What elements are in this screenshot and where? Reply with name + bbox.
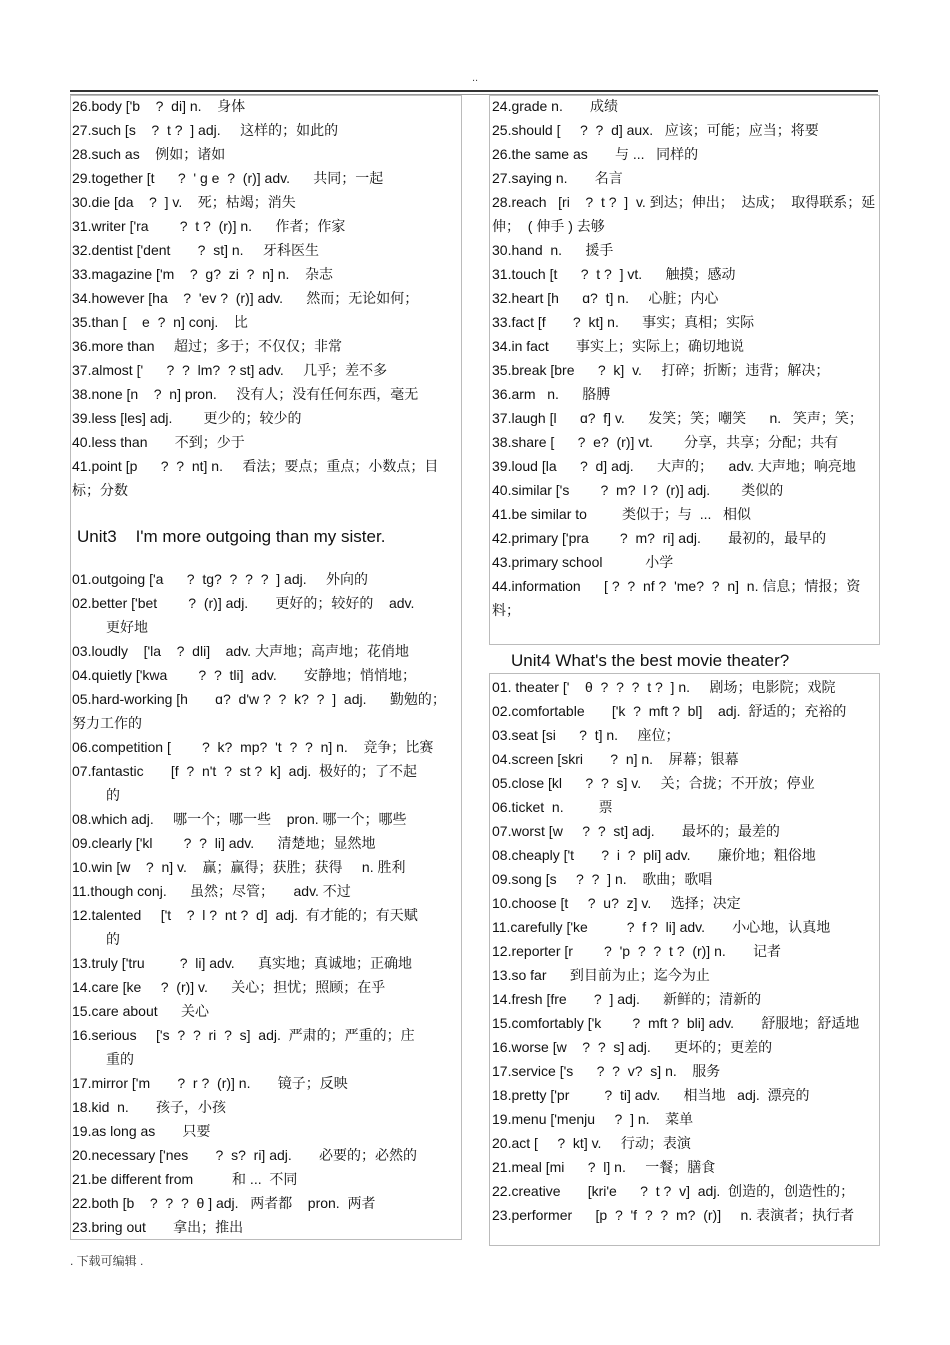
- vocab-entry: 32.dentist ['dent ? st] n. 牙科医生: [72, 242, 319, 258]
- left-column-vocab-a: [72, 94, 456, 502]
- vocab-entry: 13.so far 到目前为止；迄今为止: [492, 967, 710, 983]
- vocab-entry: 25.should [ ? ? d] aux. 应该；可能；应当；将要: [492, 122, 819, 138]
- vocab-entry: 18.kid n. 孩子，小孩: [72, 1099, 227, 1115]
- vocab-entry: 21.meal [mi ? l] n. 一餐；膳食: [492, 1159, 716, 1175]
- vocab-entry: 04.screen [skri ? n] n. 屏幕；银幕: [492, 751, 739, 767]
- vocab-entry: 19.as long as 只要: [72, 1123, 211, 1139]
- vocab-entry: 30.die [da ? ] v. 死；枯竭；消失: [72, 194, 296, 210]
- unit4-title: Unit4 What's the best movie theater?: [511, 651, 790, 670]
- vocab-entry: 18.pretty ['pr ? ti] adv. 相当地 adj. 漂亮的: [492, 1087, 810, 1103]
- vocab-entry: 03.seat [si ? t] n. 座位；: [492, 727, 680, 743]
- vocab-entry: 10.win [w ? n] v. 赢；赢得；获胜；获得 n. 胜利: [72, 859, 406, 875]
- vocab-entry: 08.which adj. 哪一个；哪一些 pron. 哪一个；哪些: [72, 811, 407, 827]
- vocab-entry: 07.worst [w ? ? st] adj. 最坏的；最差的: [492, 823, 780, 839]
- vocab-entry: 43.primary school 小学: [492, 554, 674, 570]
- vocab-entry: 41.point [p ? ? nt] n. 看法；要点；重点；小数点；目标；分数: [72, 458, 439, 498]
- vocab-entry: 28.such as 例如；诸如: [72, 146, 226, 162]
- vocab-entry: 31.writer ['ra ? t ? (r)] n. 作者；作家: [72, 218, 346, 234]
- vocab-entry: 15.comfortably ['k ? mft ? bli] adv. 舒服地；舒适地: [492, 1015, 860, 1031]
- right-top-vocab: [492, 94, 876, 622]
- vocab-entry: 40.less than 不到；少于: [72, 434, 245, 450]
- vocab-entry: 06.competition [ ? k? mp? 't ? ? n] n. 竞争；比赛: [72, 739, 434, 755]
- vocab-entry: 17.service ['s ? ? v? s] n. 服务: [492, 1063, 721, 1079]
- vocab-entry: 14.care [ke ? (r)] v. 关心；担忧；照顾；在乎: [72, 979, 386, 995]
- vocab-entry: 15.care about 关心: [72, 1003, 209, 1019]
- vocab-entry: 39.loud [la ? d] adj. 大声的； adv. 大声地；响亮地: [492, 458, 856, 474]
- vocab-entry: 42.primary ['pra ? m? ri] adj. 最初的，最早的: [492, 530, 827, 546]
- vocab-entry: 04.quietly ['kwa ? ? tli] adv. 安静地；悄悄地；: [72, 667, 416, 683]
- vocab-entry: 02.comfortable ['k ? mft ? bl] adj. 舒适的；充裕的: [492, 703, 847, 719]
- vocab-entry: 32.heart [h ɑ? t] n. 心脏；内心: [492, 290, 719, 306]
- vocab-entry: 02.better ['bet ? (r)] adj. 更好的；较好的 adv.: [72, 595, 415, 611]
- vocab-entry: 23.bring out 拿出；推出: [72, 1219, 244, 1235]
- vocab-entry: 26.body ['b ? di] n. 身体: [72, 98, 246, 114]
- vocab-entry: 11.carefully ['ke ? f ? li] adv. 小心地，认真地: [492, 919, 831, 935]
- vocab-entry: 16.worse [w ? ? s] adj. 更坏的；更差的: [492, 1039, 773, 1055]
- unit3-title: Unit3 I'm more outgoing than my sister.: [77, 527, 386, 546]
- vocab-entry: 12.reporter [r ? 'p ? ? t ? (r)] n. 记者: [492, 943, 781, 959]
- vocab-entry: 11.though conj. 虽然；尽管； adv. 不过: [72, 883, 351, 899]
- vocab-entry: 27.such [s ? t ? ] adj. 这样的；如此的: [72, 122, 339, 138]
- vocab-entry-continuation: 的: [106, 787, 120, 803]
- vocab-entry: 34.however [ha ? 'ev ? (r)] adv. 然而；无论如何；: [72, 290, 419, 306]
- vocab-entry: 08.cheaply ['t ? i ? pli] adv. 廉价地；粗俗地: [492, 847, 816, 863]
- vocab-entry: 13.truly ['tru ? li] adv. 真实地；真诚地；正确地: [72, 955, 413, 971]
- vocab-entry: 05.hard-working [h ɑ? d'w ? ? k? ? ] adj. 勤勉的；努力工作的: [72, 691, 446, 731]
- header-rule: [70, 90, 878, 92]
- vocab-entry-continuation: 更好地: [106, 619, 148, 635]
- vocab-entry: 36.more than 超过；多于；不仅仅；非常: [72, 338, 342, 354]
- vocab-entry: 22.creative [kri'e ? t ? v] adj. 创造的，创造性的；: [492, 1183, 855, 1199]
- vocab-entry: 35.break [bre ? k] v. 打碎；折断；违背；解决；: [492, 362, 830, 378]
- vocab-entry: 03.loudly ['la ? dli] adv. 大声地；高声地；花俏地: [72, 643, 409, 659]
- vocab-entry: 10.choose [t ? u? z] v. 选择；决定: [492, 895, 741, 911]
- vocab-entry: 29.together [t ? ' ɡ e ? (r)] adv. 共同；一起: [72, 170, 384, 186]
- vocab-entry: 28.reach [ri ? t ? ] v. 到达；伸出； 达成； 取得联系；延伸； ( 伸手 ) 去够: [492, 194, 876, 234]
- vocab-entry: 44.information [ ? ? nf ? 'me? ? n] n. 信息；情报；资料；: [492, 578, 861, 618]
- vocab-entry: 33.magazine ['m ? ɡ? zi ? n] n. 杂志: [72, 266, 334, 282]
- vocab-entry: 16.serious ['s ? ? ri ? s] adj. 严肃的；严重的；庄: [72, 1027, 415, 1043]
- vocab-entry: 41.be similar to 类似于；与 ... 相似: [492, 506, 752, 522]
- vocab-entry: 06.ticket n. 票: [492, 799, 613, 815]
- vocab-entry: 27.saying n. 名言: [492, 170, 623, 186]
- header-mark: ..: [471, 72, 479, 84]
- vocab-entry: 40.similar ['s ? m? l ? (r)] adj. 类似的: [492, 482, 784, 498]
- vocab-entry: 37.laugh [l ɑ? f] v. 发笑；笑；嘲笑 n. 笑声；笑；: [492, 410, 863, 426]
- left-column-vocab-b: [72, 567, 456, 1239]
- vocab-entry: 07.fantastic [f ? n't ? st ? k] adj. 极好的；了不起: [72, 763, 418, 779]
- vocab-entry: 19.menu ['menju ? ] n. 菜单: [492, 1111, 694, 1127]
- vocab-entry: 38.none [n ? n] pron. 没有人；没有任何东西，毫无: [72, 386, 419, 402]
- vocab-entry: 21.be different from 和 ... 不同: [72, 1171, 298, 1187]
- vocab-entry-continuation: 的: [106, 931, 120, 947]
- vocab-entry: 35.than [ e ? n] conj. 比: [72, 314, 248, 330]
- footer-note: . 下载可编辑 .: [70, 1254, 144, 1268]
- vocab-entry: 30.hand n. 援手: [492, 242, 614, 258]
- vocab-entry: 05.close [kl ? ? s] v. 关；合拢；不开放；停业: [492, 775, 815, 791]
- vocab-entry: 31.touch [t ? t ? ] vt. 触摸；感动: [492, 266, 736, 282]
- vocab-entry: 22.both [b ? ? ? θ ] adj. 两者都 pron. 两者: [72, 1195, 376, 1211]
- vocab-entry: 36.arm n. 胳膊: [492, 386, 611, 402]
- vocab-entry: 24.grade n. 成绩: [492, 98, 619, 114]
- right-bottom-vocab: [492, 675, 876, 1227]
- vocab-entry: 09.song [s ? ? ] n. 歌曲；歌唱: [492, 871, 713, 887]
- vocab-entry: 33.fact [f ? kt] n. 事实；真相；实际: [492, 314, 755, 330]
- vocab-entry: 26.the same as 与 ... 同样的: [492, 146, 699, 162]
- vocab-entry: 20.act [ ? kt] v. 行动；表演: [492, 1135, 691, 1151]
- vocab-entry: 37.almost [' ? ? lm? ? st] adv. 几乎；差不多: [72, 362, 388, 378]
- vocab-entry: 17.mirror ['m ? r ? (r)] n. 镜子；反映: [72, 1075, 348, 1091]
- vocab-entry: 12.talented ['t ? l ? nt ? d] adj. 有才能的；有天赋: [72, 907, 418, 923]
- vocab-entry: 23.performer [p ? 'f ? ? m? (r)] n. 表演者；执行者: [492, 1207, 855, 1223]
- vocab-entry: 01. theater [' θ ? ? ? t ? ] n. 剧场；电影院；戏院: [492, 679, 836, 695]
- vocab-entry: 39.less [les] adj. 更少的；较少的: [72, 410, 302, 426]
- vocab-entry: 38.share [ ? e? (r)] vt. 分享，共享；分配；共有: [492, 434, 839, 450]
- vocab-entry: 14.fresh [fre ? ] adj. 新鲜的；清新的: [492, 991, 762, 1007]
- vocab-entry: 20.necessary ['nes ? s? ri] adj. 必要的；必然的: [72, 1147, 418, 1163]
- vocab-entry: 34.in fact 事实上；实际上；确切地说: [492, 338, 745, 354]
- vocab-entry: 01.outgoing ['a ? tɡ? ? ? ? ] adj. 外向的: [72, 571, 369, 587]
- vocab-entry: 09.clearly ['kl ? ? li] adv. 清楚地；显然地: [72, 835, 376, 851]
- vocab-entry-continuation: 重的: [106, 1051, 134, 1067]
